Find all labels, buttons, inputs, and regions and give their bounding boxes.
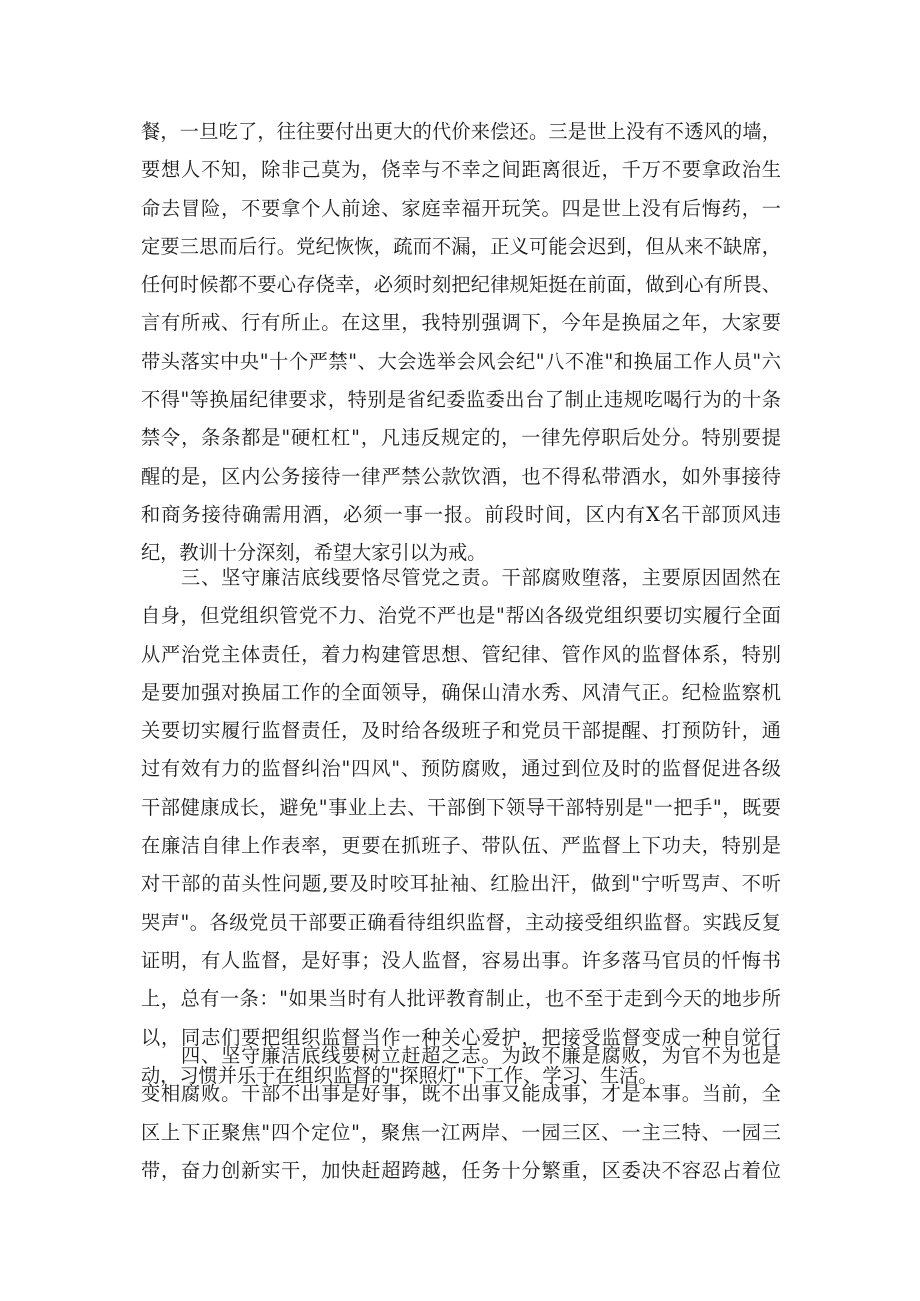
text-line: 纪，教训十分深刻，希望大家引以为戒。	[141, 541, 487, 565]
text-line: 变相腐败。干部不出事是好事，既不出事又能成事，才是本事。当前，全	[141, 1082, 781, 1106]
text-line: 从严治党主体责任，着力构建管思想、管纪律、管作风的监督体系，特别	[141, 642, 781, 666]
text-line: 要想人不知，除非己莫为，侥幸与不幸之间距离很近，千万不要拿政治生	[141, 158, 781, 182]
text-line: 区上下正聚焦"四个定位"，聚焦一江两岸、一园三区、一主三特、一园三	[141, 1120, 781, 1144]
text-line: 上，总有一条："如果当时有人批评教育制止，也不至于走到今天的地步所	[141, 987, 781, 1011]
text-line: 哭声"。各级党员干部要正确看待组织监督，主动接受组织监督。实践反复	[141, 910, 781, 934]
text-line: 四、坚守廉洁底线要树立赶超之志。为政不廉是腐败，为官不为也是	[141, 1044, 781, 1067]
text-line: 动，习惯并乐于在组织监督的"探照灯"下工作、学习、生活。	[141, 1063, 658, 1087]
text-line: 带头落实中央"十个严禁"、大会选举会风会纪"八不准"和换届工作人员"六	[141, 349, 781, 373]
text-line: 带，奋力创新实干，加快赶超跨越，任务十分繁重，区委决不容忍占着位	[141, 1158, 781, 1182]
text-line: 关要切实履行监督责任，及时给各级班子和党员干部提醒、打预防针，通	[141, 719, 781, 743]
text-line: 对干部的苗头性问题,要及时咬耳扯袖、红脸出汗，做到"宁听骂声、不听	[141, 872, 781, 896]
text-line: 证明，有人监督，是好事；没人监督，容易出事。许多落马官员的忏悔书	[141, 948, 781, 972]
text-line: 定要三思而后行。党纪恢恢，疏而不漏，正义可能会迟到，但从来不缺席，	[141, 234, 781, 258]
paragraph-section-three	[141, 559, 781, 1095]
text-line: 自身，但党组织管党不力、治党不严也是"帮凶各级党组织要切实履行全面	[141, 604, 781, 628]
paragraph-section-four	[141, 1037, 781, 1190]
text-line: 言有所戒、行有所止。在这里，我特别强调下，今年是换届之年，大家要	[141, 311, 781, 335]
text-line: 禁令，条条都是"硬杠杠"，凡违反规定的，一律先停职后处分。特别要提	[141, 426, 781, 450]
text-line: 三、坚守廉洁底线要恪尽管党之责。干部腐败堕落，主要原因固然在	[141, 566, 781, 589]
text-line: 在廉洁自律上作表率，更要在抓班子、带队伍、严监督上下功夫，特别是	[141, 834, 781, 858]
paragraph-integrity-warnings	[141, 113, 781, 573]
text-line: 是要加强对换届工作的全面领导，确保山清水秀、风清气正。纪检监察机	[141, 680, 781, 704]
text-line: 餐，一旦吃了，往往要付出更大的代价来偿还。三是世上没有不透风的墙，	[141, 120, 781, 143]
text-line: 不得"等换届纪律要求，特别是省纪委监委出台了制止违规吃喝行为的十条	[141, 388, 781, 412]
text-line: 干部健康成长，避免"事业上去、干部倒下领导干部特别是"一把手"，既要	[141, 795, 781, 819]
text-line: 命去冒险，不要拿个人前途、家庭幸福开玩笑。四是世上没有后悔药，一	[141, 196, 781, 220]
text-line: 和商务接待确需用酒，必须一事一报。前段时间，区内有X名干部顶风违	[141, 502, 781, 526]
text-line: 任何时候都不要心存侥幸，必须时刻把纪律规矩挺在前面，做到心有所畏、	[141, 273, 781, 297]
text-line: 以，同志们要把组织监督当作一种关心爱护，把接受监督变成一种自觉行	[141, 1025, 781, 1049]
text-line: 醒的是，区内公务接待一律严禁公款饮酒，也不得私带酒水，如外事接待	[141, 464, 781, 488]
text-line: 过有效有力的监督纠治"四风"、预防腐败，通过到位及时的监督促进各级	[141, 757, 781, 781]
